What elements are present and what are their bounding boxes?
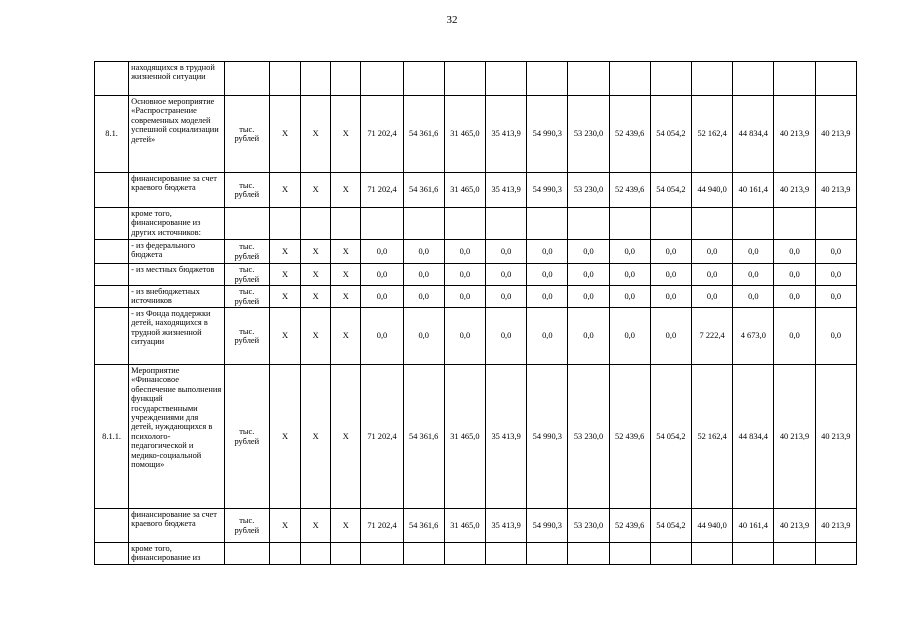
value-cell: [774, 543, 815, 565]
unit-cell: тыс. рублей: [224, 286, 269, 308]
value-cell: 52 439,6: [609, 509, 650, 543]
value-cell: [403, 543, 444, 565]
value-cell: 53 230,0: [568, 365, 609, 509]
row-number-cell: [95, 308, 129, 365]
mark-cell: Х: [301, 264, 331, 286]
row-number-cell: [95, 543, 129, 565]
mark-cell: [331, 208, 361, 240]
mark-cell: Х: [301, 509, 331, 543]
value-cell: [486, 208, 527, 240]
mark-cell: Х: [331, 509, 361, 543]
page-number: 32: [446, 14, 458, 26]
unit-cell: тыс. рублей: [224, 96, 269, 173]
row-name-cell: - из Фонда поддержки детей, находящихся в трудной жизненной ситуации: [129, 308, 225, 365]
value-cell: 31 465,0: [444, 96, 485, 173]
value-cell: 0,0: [815, 286, 856, 308]
mark-cell: Х: [301, 173, 331, 208]
value-cell: 44 940,0: [692, 509, 733, 543]
table-row: [95, 543, 857, 565]
row-name-cell: находящихся в трудной жизненной ситуации: [129, 62, 225, 96]
value-cell: 0,0: [403, 308, 444, 365]
value-cell: 0,0: [403, 240, 444, 264]
mark-cell: Х: [269, 308, 300, 365]
mark-cell: Х: [331, 173, 361, 208]
mark-cell: Х: [269, 173, 300, 208]
value-cell: 71 202,4: [361, 173, 403, 208]
mark-cell: [301, 62, 331, 96]
value-cell: 40 161,4: [733, 509, 774, 543]
value-cell: [568, 543, 609, 565]
mark-cell: Х: [331, 240, 361, 264]
mark-cell: Х: [331, 365, 361, 509]
value-cell: 0,0: [692, 286, 733, 308]
row-name-cell: - из местных бюджетов: [129, 264, 225, 286]
value-cell: 54 990,3: [527, 509, 568, 543]
value-cell: 0,0: [527, 264, 568, 286]
value-cell: 40 213,9: [774, 365, 815, 509]
value-cell: 40 213,9: [774, 173, 815, 208]
mark-cell: Х: [269, 264, 300, 286]
value-cell: 54 054,2: [650, 96, 691, 173]
unit-cell: тыс. рублей: [224, 365, 269, 509]
table-row: [95, 308, 857, 365]
value-cell: 71 202,4: [361, 96, 403, 173]
value-cell: 0,0: [361, 286, 403, 308]
mark-cell: [331, 62, 361, 96]
mark-cell: [269, 62, 300, 96]
table-row: [95, 240, 857, 264]
value-cell: 52 162,4: [692, 365, 733, 509]
mark-cell: Х: [269, 365, 300, 509]
value-cell: [609, 543, 650, 565]
mark-cell: Х: [331, 96, 361, 173]
value-cell: [568, 208, 609, 240]
value-cell: [609, 62, 650, 96]
value-cell: 40 213,9: [815, 509, 856, 543]
value-cell: 0,0: [733, 286, 774, 308]
row-name-cell: - из внебюджетных источников: [129, 286, 225, 308]
value-cell: 0,0: [650, 264, 691, 286]
table-row: [95, 173, 857, 208]
value-cell: 54 054,2: [650, 173, 691, 208]
value-cell: 0,0: [361, 240, 403, 264]
value-cell: 52 439,6: [609, 365, 650, 509]
value-cell: 0,0: [692, 240, 733, 264]
value-cell: 0,0: [815, 264, 856, 286]
value-cell: 54 990,3: [527, 365, 568, 509]
budget-table: [94, 61, 857, 565]
value-cell: [444, 543, 485, 565]
value-cell: 0,0: [733, 240, 774, 264]
value-cell: 35 413,9: [486, 96, 527, 173]
row-name-cell: кроме того, финансирование из других источников:: [129, 208, 225, 240]
row-number-cell: [95, 62, 129, 96]
value-cell: [444, 62, 485, 96]
value-cell: 71 202,4: [361, 509, 403, 543]
value-cell: 0,0: [403, 286, 444, 308]
value-cell: [815, 62, 856, 96]
value-cell: 71 202,4: [361, 365, 403, 509]
value-cell: 0,0: [733, 264, 774, 286]
unit-cell: [224, 62, 269, 96]
mark-cell: Х: [331, 308, 361, 365]
mark-cell: [301, 208, 331, 240]
value-cell: [692, 543, 733, 565]
mark-cell: Х: [301, 365, 331, 509]
value-cell: 0,0: [774, 286, 815, 308]
value-cell: 0,0: [774, 240, 815, 264]
mark-cell: Х: [331, 286, 361, 308]
mark-cell: [269, 208, 300, 240]
value-cell: [774, 62, 815, 96]
value-cell: [692, 208, 733, 240]
value-cell: [650, 208, 691, 240]
value-cell: 0,0: [774, 264, 815, 286]
row-number-cell: [95, 509, 129, 543]
value-cell: 0,0: [486, 286, 527, 308]
mark-cell: Х: [301, 308, 331, 365]
value-cell: [361, 62, 403, 96]
row-number-cell: [95, 240, 129, 264]
value-cell: 0,0: [692, 264, 733, 286]
value-cell: 7 222,4: [692, 308, 733, 365]
value-cell: [444, 208, 485, 240]
value-cell: 44 834,4: [733, 365, 774, 509]
row-name-cell: финансирование за счет краевого бюджета: [129, 509, 225, 543]
mark-cell: Х: [301, 240, 331, 264]
value-cell: 0,0: [403, 264, 444, 286]
unit-cell: тыс. рублей: [224, 308, 269, 365]
value-cell: 52 439,6: [609, 173, 650, 208]
value-cell: 0,0: [527, 308, 568, 365]
table-row: [95, 62, 857, 96]
value-cell: [609, 208, 650, 240]
value-cell: 0,0: [609, 286, 650, 308]
value-cell: 4 673,0: [733, 308, 774, 365]
row-name-cell: - из федерального бюджета: [129, 240, 225, 264]
mark-cell: Х: [331, 264, 361, 286]
value-cell: 0,0: [527, 286, 568, 308]
value-cell: [733, 543, 774, 565]
value-cell: [568, 62, 609, 96]
value-cell: [650, 62, 691, 96]
row-name-cell: Основное мероприятие «Распространение современных моделей успешной социализации детей»: [129, 96, 225, 173]
table-row: [95, 365, 857, 509]
value-cell: [527, 543, 568, 565]
value-cell: 52 162,4: [692, 96, 733, 173]
value-cell: 44 940,0: [692, 173, 733, 208]
unit-cell: [224, 208, 269, 240]
value-cell: [486, 62, 527, 96]
mark-cell: Х: [301, 286, 331, 308]
mark-cell: [331, 543, 361, 565]
row-name-cell: Мероприятие «Финансовое обеспечение выполнения функций государственными учреждениями для детей, нуждающихся в психолого-педагогической и медико-социальной помощи»: [129, 365, 225, 509]
unit-cell: тыс. рублей: [224, 240, 269, 264]
value-cell: 0,0: [568, 240, 609, 264]
value-cell: [774, 208, 815, 240]
value-cell: 53 230,0: [568, 173, 609, 208]
table-row: [95, 208, 857, 240]
value-cell: 40 213,9: [815, 365, 856, 509]
value-cell: [361, 543, 403, 565]
mark-cell: Х: [301, 96, 331, 173]
value-cell: 0,0: [609, 264, 650, 286]
row-number-cell: [95, 173, 129, 208]
table-row: [95, 264, 857, 286]
value-cell: 53 230,0: [568, 509, 609, 543]
value-cell: 0,0: [444, 240, 485, 264]
value-cell: 35 413,9: [486, 173, 527, 208]
row-number-cell: [95, 264, 129, 286]
value-cell: 40 213,9: [815, 173, 856, 208]
value-cell: 31 465,0: [444, 509, 485, 543]
value-cell: 0,0: [444, 308, 485, 365]
value-cell: 54 990,3: [527, 96, 568, 173]
value-cell: 40 161,4: [733, 173, 774, 208]
value-cell: 52 439,6: [609, 96, 650, 173]
value-cell: 0,0: [650, 308, 691, 365]
value-cell: 31 465,0: [444, 173, 485, 208]
row-number-cell: 8.1.: [95, 96, 129, 173]
value-cell: 0,0: [361, 264, 403, 286]
value-cell: 54 361,6: [403, 365, 444, 509]
mark-cell: Х: [269, 96, 300, 173]
value-cell: [527, 208, 568, 240]
value-cell: 0,0: [815, 308, 856, 365]
value-cell: 53 230,0: [568, 96, 609, 173]
value-cell: [361, 208, 403, 240]
value-cell: 54 054,2: [650, 365, 691, 509]
value-cell: [403, 62, 444, 96]
value-cell: 0,0: [815, 240, 856, 264]
row-number-cell: [95, 286, 129, 308]
value-cell: 54 361,6: [403, 509, 444, 543]
mark-cell: Х: [269, 509, 300, 543]
row-number-cell: [95, 208, 129, 240]
value-cell: 54 361,6: [403, 96, 444, 173]
row-name-cell: финансирование за счет краевого бюджета: [129, 173, 225, 208]
value-cell: 0,0: [444, 286, 485, 308]
value-cell: 0,0: [650, 240, 691, 264]
unit-cell: тыс. рублей: [224, 509, 269, 543]
value-cell: 44 834,4: [733, 96, 774, 173]
value-cell: 54 361,6: [403, 173, 444, 208]
value-cell: [733, 208, 774, 240]
value-cell: 0,0: [609, 240, 650, 264]
value-cell: [527, 62, 568, 96]
value-cell: [692, 62, 733, 96]
value-cell: 54 054,2: [650, 509, 691, 543]
value-cell: [733, 62, 774, 96]
value-cell: 0,0: [650, 286, 691, 308]
value-cell: 0,0: [486, 240, 527, 264]
value-cell: [815, 208, 856, 240]
value-cell: 0,0: [568, 264, 609, 286]
value-cell: 40 213,9: [774, 509, 815, 543]
value-cell: 0,0: [361, 308, 403, 365]
value-cell: 0,0: [774, 308, 815, 365]
value-cell: 0,0: [486, 308, 527, 365]
value-cell: 0,0: [568, 286, 609, 308]
unit-cell: тыс. рублей: [224, 264, 269, 286]
value-cell: 40 213,9: [815, 96, 856, 173]
value-cell: 35 413,9: [486, 365, 527, 509]
mark-cell: Х: [269, 286, 300, 308]
value-cell: 54 990,3: [527, 173, 568, 208]
value-cell: 0,0: [486, 264, 527, 286]
table-row: [95, 286, 857, 308]
unit-cell: тыс. рублей: [224, 173, 269, 208]
mark-cell: Х: [269, 240, 300, 264]
value-cell: [650, 543, 691, 565]
value-cell: 31 465,0: [444, 365, 485, 509]
value-cell: [815, 543, 856, 565]
value-cell: [486, 543, 527, 565]
value-cell: 35 413,9: [486, 509, 527, 543]
table-row: [95, 509, 857, 543]
unit-cell: [224, 543, 269, 565]
table-row: [95, 96, 857, 173]
row-name-cell: кроме того, финансирование из: [129, 543, 225, 565]
mark-cell: [301, 543, 331, 565]
value-cell: 0,0: [609, 308, 650, 365]
mark-cell: [269, 543, 300, 565]
value-cell: [403, 208, 444, 240]
value-cell: 0,0: [444, 264, 485, 286]
value-cell: 0,0: [527, 240, 568, 264]
value-cell: 0,0: [568, 308, 609, 365]
value-cell: 40 213,9: [774, 96, 815, 173]
row-number-cell: 8.1.1.: [95, 365, 129, 509]
